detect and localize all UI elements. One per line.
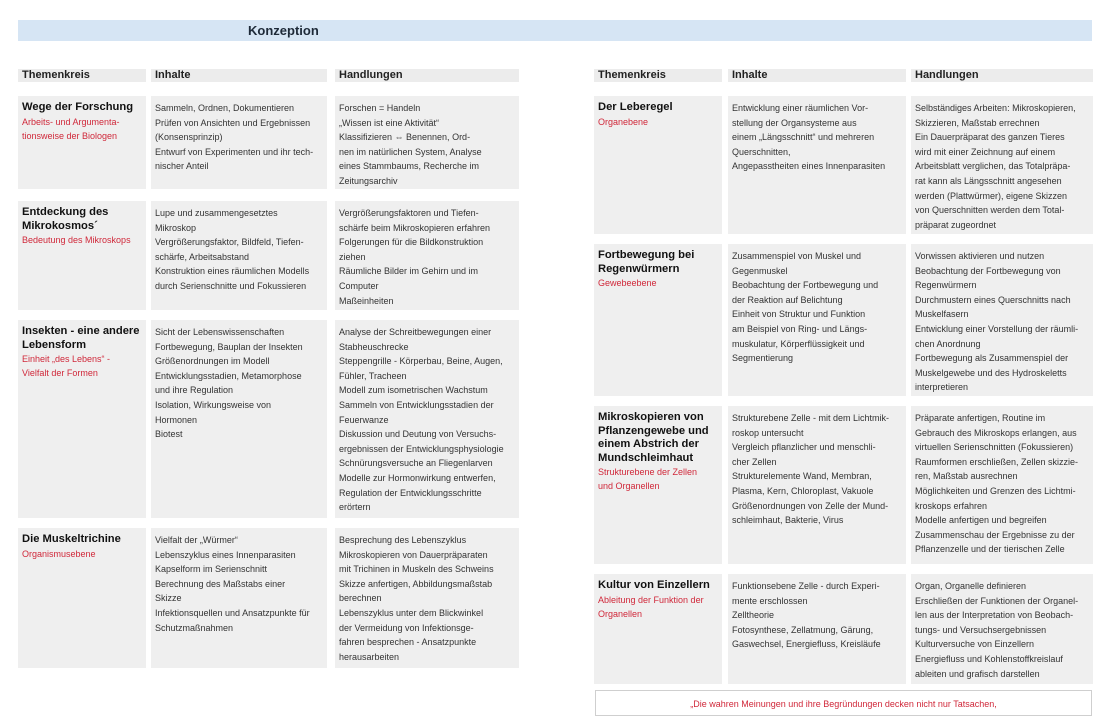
handlungen-line: von Querschnitten werden dem Total-: [915, 205, 1065, 216]
inhalte-line: schärfe, Arbeitsabstand: [155, 251, 250, 262]
inhalte-line: Hormonen: [155, 414, 198, 425]
inhalte-line: Kapselform im Serienschnitt: [155, 564, 268, 575]
right-theme-cell: [594, 574, 722, 684]
inhalte-line: durch Serienschnitte und Fokussieren: [155, 280, 307, 291]
theme-subtitle: und Organellen: [598, 481, 660, 491]
handlungen-line: nen im natürlichen System, Analyse: [339, 146, 482, 157]
inhalte-line: Mikroskop: [155, 222, 197, 233]
handlungen-line: Klassifizieren ⇔ Benennen, Ord-: [339, 132, 471, 143]
handlungen-line: Beobachtung der Fortbewegung von: [915, 265, 1061, 276]
handlungen-line: Stabheuschrecke: [339, 341, 409, 352]
theme-subtitle: Organebene: [598, 116, 649, 127]
handlungen-line: Vorwissen aktivieren und nutzen: [915, 251, 1045, 261]
handlungen-line: Möglichkeiten und Grenzen des Lichtmi-: [915, 485, 1076, 496]
right-theme-cell: [594, 244, 722, 396]
handlungen-line: Zeitungsarchiv: [339, 175, 398, 186]
inhalte-line: Prüfen von Ansichten und Ergebnissen: [155, 117, 311, 128]
handlungen-line: Entwicklung einer Vorstellung der räumli-: [915, 323, 1079, 334]
handlungen-line: Muskelfasern: [915, 309, 969, 320]
theme-subtitle: Vielfalt der Formen: [22, 368, 98, 378]
left-header-themenkreis: Themenkreis: [18, 69, 146, 82]
left-theme-cell: [18, 201, 146, 310]
handlungen-line: Regenwürmern: [915, 280, 977, 291]
handlungen-line: virtuellen Serienschnitten (Fokussieren): [915, 442, 1074, 453]
handlungen-line: eines Stammbaums, Recherche im: [339, 161, 480, 172]
theme-title: Die Muskeltrichine: [22, 533, 121, 545]
inhalte-line: Infektionsquellen und Ansatzpunkte für: [155, 607, 310, 618]
inhalte-line: am Beispiel von Ring- und Längs-: [732, 323, 868, 334]
inhalte-line: schleimhaut, Bakterie, Virus: [732, 515, 844, 526]
theme-title: Der Leberegel: [598, 101, 673, 113]
inhalte-line: nischer Anteil: [155, 161, 209, 172]
handlungen-line: Maßeinheiten: [339, 295, 394, 306]
inhalte-line: mente erschlossen: [732, 595, 808, 606]
theme-subtitle: Ableitung der Funktion der: [598, 594, 704, 605]
handlungen-line: Selbständiges Arbeiten: Mikroskopieren,: [915, 103, 1076, 113]
handlungen-line: Pflanzenzelle und der tierischen Zelle: [915, 544, 1065, 555]
handlungen-line: Modell zum isometrischen Wachstum: [339, 385, 488, 396]
inhalte-line: Schutzmaßnahmen: [155, 622, 234, 633]
quote-text: „Die wahren Meinungen und ihre Begründungen decken nicht nur Tatsachen,: [690, 699, 997, 709]
quote-box: [595, 690, 1092, 716]
handlungen-line: Skizze anfertigen, Abbildungsmaßstab: [339, 578, 493, 589]
theme-title: Insekten - eine andere Lebensform: [22, 325, 140, 351]
handlungen-line: Raumformen erschließen, Zellen skizzie-: [915, 456, 1079, 467]
right-inhalte-cell: [728, 96, 906, 234]
right-handlungen-cell: [911, 406, 1093, 564]
inhalte-line: Fotosynthese, Zellatmung, Gärung,: [732, 624, 874, 635]
theme-subtitle: Strukturebene der Zellen: [598, 467, 698, 477]
inhalte-line: Vielfalt der „Würmer“: [155, 535, 238, 545]
inhalte-line: stellung der Organsysteme aus: [732, 117, 857, 128]
theme-title: Fortbewegung bei Regenwürmern: [598, 249, 695, 275]
inhalte-line: Plasma, Kern, Chloroplast, Vakuole: [732, 485, 874, 496]
left-header-inhalte: Inhalte: [151, 69, 327, 82]
handlungen-line: Folgerungen für die Bildkonstruktion: [339, 237, 484, 248]
inhalte-line: Entwicklung einer räumlichen Vor-: [732, 103, 869, 113]
inhalte-line: Biotest: [155, 429, 183, 440]
handlungen-line: Steppengrille - Körperbau, Beine, Augen,: [339, 356, 503, 367]
handlungen-line: tungs- und Versuchsergebnissen: [915, 624, 1047, 635]
inhalte-line: Lupe und zusammengesetztes: [155, 208, 278, 218]
inhalte-line: Lebenszyklus eines Innenparasiten: [155, 549, 296, 560]
right-inhalte-cell: [728, 406, 906, 564]
left-handlungen-cell: [335, 528, 519, 668]
handlungen-line: Energiefluss und Kohlenstoffkreislauf: [915, 653, 1063, 664]
handlungen-line: Präparate anfertigen, Routine im: [915, 413, 1046, 423]
handlungen-line: berechnen: [339, 593, 382, 604]
inhalte-line: der Reaktion auf Belichtung: [732, 294, 843, 305]
inhalte-line: Zusammenspiel von Muskel und: [732, 251, 862, 261]
handlungen-line: ren, Maßstab ausrechnen: [915, 471, 1018, 482]
theme-subtitle: Organellen: [598, 608, 643, 619]
handlungen-line: ergebnissen der Entwicklungsphysiologie: [339, 443, 504, 454]
left-handlungen-cell: [335, 320, 519, 518]
handlungen-line: Analyse der Schreitbewegungen einer: [339, 327, 492, 337]
handlungen-line: Skizzieren, Maßstab errechnen: [915, 117, 1040, 128]
theme-title: Kultur von Einzellern: [598, 579, 710, 591]
handlungen-line: Muskelgewebe und des Hydroskeletts: [915, 367, 1067, 378]
right-handlungen-cell: [911, 96, 1093, 234]
inhalte-line: Konstruktion eines räumlichen Modells: [155, 266, 310, 277]
theme-subtitle: Arbeits- und Argumenta-: [22, 116, 120, 127]
section-banner: [18, 20, 1092, 41]
handlungen-line: Lebenszyklus unter dem Blickwinkel: [339, 607, 484, 618]
theme-title: Mikroskopieren von Pflanzengewebe und einem Abstrich der Mundschleimhaut: [598, 411, 709, 464]
inhalte-line: und ihre Regulation: [155, 385, 234, 396]
inhalte-line: Zelltheorie: [732, 610, 775, 621]
handlungen-line: Modelle anfertigen und begreifen: [915, 515, 1047, 526]
handlungen-line: Fortbewegung als Zusammenspiel der: [915, 353, 1069, 364]
left-inhalte-cell: [151, 320, 327, 518]
handlungen-line: Durchmustern eines Querschnitts nach: [915, 294, 1071, 305]
handlungen-line: Modelle zur Hormonwirkung entwerfen,: [339, 472, 496, 483]
handlungen-line: chen Anordnung: [915, 338, 981, 349]
left-inhalte-cell: [151, 96, 327, 189]
left-handlungen-cell: [335, 201, 519, 310]
theme-subtitle: Einheit „des Lebens“ -: [22, 354, 111, 364]
right-theme-cell: [594, 96, 722, 234]
handlungen-line: Vergrößerungsfaktoren und Tiefen-: [339, 208, 479, 218]
inhalte-line: Größenordnungen von Zelle der Mund-: [732, 500, 889, 511]
theme-subtitle: Bedeutung des Mikroskops: [22, 235, 131, 245]
handlungen-line: mit Trichinen in Muskeln des Schweins: [339, 564, 494, 575]
inhalte-line: Querschnitten,: [732, 146, 791, 157]
inhalte-line: einem „Längsschnitt“ und mehreren: [732, 132, 875, 143]
handlungen-line: „Wissen ist eine Aktivität“: [339, 117, 440, 128]
right-header-handlungen: Handlungen: [911, 69, 1093, 82]
handlungen-line: len aus der Interpretation von Beobach-: [915, 610, 1074, 621]
theme-subtitle: Gewebeebene: [598, 278, 657, 288]
handlungen-line: ziehen: [339, 251, 366, 262]
handlungen-line: herausarbeiten: [339, 651, 400, 662]
inhalte-line: Funktionsebene Zelle - durch Experi-: [732, 581, 880, 591]
theme-title: Wege der Forschung: [22, 101, 134, 113]
handlungen-line: Mikroskopieren von Dauerpräparaten: [339, 549, 488, 560]
handlungen-line: Regulation der Entwicklungsschritte: [339, 487, 482, 498]
right-handlungen-cell: [911, 244, 1093, 396]
right-header-themenkreis: Themenkreis: [594, 69, 722, 82]
right-inhalte-cell: [728, 574, 906, 684]
inhalte-line: Entwurf von Experimenten und ihr tech-: [155, 146, 314, 157]
left-theme-cell: [18, 96, 146, 189]
inhalte-line: Sammeln, Ordnen, Dokumentieren: [155, 103, 295, 113]
handlungen-line: Feuerwanze: [339, 414, 389, 425]
handlungen-line: kroskops erfahren: [915, 500, 988, 511]
handlungen-line: interpretieren: [915, 382, 969, 393]
handlungen-line: Gebrauch des Mikroskops erlangen, aus: [915, 427, 1077, 438]
handlungen-line: Forschen = Handeln: [339, 103, 421, 113]
right-inhalte-cell: [728, 244, 906, 396]
handlungen-line: Besprechung des Lebenszyklus: [339, 535, 467, 545]
inhalte-line: Gegenmuskel: [732, 265, 788, 276]
handlungen-line: präparat zugeordnet: [915, 219, 997, 230]
right-handlungen-cell: [911, 574, 1093, 684]
handlungen-line: Erschließen der Funktionen der Organel-: [915, 595, 1079, 606]
theme-subtitle: tionsweise der Biologen: [22, 130, 118, 141]
right-header-inhalte: Inhalte: [728, 69, 906, 82]
handlungen-line: Räumliche Bilder im Gehirn und im: [339, 266, 479, 277]
inhalte-line: Größenordnungen im Modell: [155, 356, 270, 367]
inhalte-line: Vergleich pflanzlicher und menschli-: [732, 442, 876, 453]
handlungen-line: schärfe beim Mikroskopieren erfahren: [339, 222, 491, 233]
handlungen-line: Diskussion und Deutung von Versuchs-: [339, 429, 497, 440]
left-inhalte-cell: [151, 528, 327, 668]
handlungen-line: der Vermeidung von Infektionsge-: [339, 622, 474, 633]
handlungen-line: ableiten und grafisch darstellen: [915, 668, 1040, 679]
inhalte-line: (Konsensprinzip): [155, 132, 223, 143]
inhalte-line: Isolation, Wirkungsweise von: [155, 399, 272, 410]
inhalte-line: Einheit von Struktur und Funktion: [732, 309, 866, 320]
inhalte-line: Fortbewegung, Bauplan der Insekten: [155, 341, 303, 352]
handlungen-line: Organ, Organelle definieren: [915, 581, 1027, 591]
handlungen-line: Zusammenschau der Ergebnisse zu der: [915, 529, 1075, 540]
inhalte-line: Strukturelemente Wand, Membran,: [732, 471, 872, 482]
handlungen-line: Ein Dauerpräparat des ganzen Tieres: [915, 132, 1065, 143]
handlungen-line: fahren besprechen - Ansatzpunkte: [339, 637, 477, 648]
inhalte-line: Skizze: [155, 593, 182, 604]
inhalte-line: Beobachtung der Fortbewegung und: [732, 280, 879, 291]
handlungen-line: wird mit einer Zeichnung auf einem: [915, 146, 1056, 157]
handlungen-line: Arbeitsblatt verglichen, das Totalpräpa-: [915, 161, 1071, 172]
theme-subtitle: Organismusebene: [22, 548, 96, 559]
left-theme-cell: [18, 528, 146, 668]
inhalte-line: cher Zellen: [732, 456, 777, 467]
handlungen-line: Computer: [339, 280, 379, 291]
handlungen-line: Kulturversuche von Einzellern: [915, 639, 1035, 650]
inhalte-line: roskop untersucht: [732, 427, 804, 438]
inhalte-line: muskulatur, Körperflüssigkeit und: [732, 338, 865, 349]
handlungen-line: Fühler, Tracheen: [339, 370, 407, 381]
left-handlungen-cell: [335, 96, 519, 189]
theme-title: Entdeckung des Mikrokosmos´: [22, 206, 109, 232]
inhalte-line: Sicht der Lebenswissenschaften: [155, 327, 285, 337]
inhalte-line: Vergrößerungsfaktor, Bildfeld, Tiefen-: [155, 237, 304, 248]
page-title: Konzeption: [248, 23, 319, 38]
inhalte-line: Entwicklungsstadien, Metamorphose: [155, 370, 302, 381]
inhalte-line: Berechnung des Maßstabs einer: [155, 578, 286, 589]
handlungen-line: werden (Plattwürmer), eigene Skizzen: [915, 190, 1068, 201]
left-inhalte-cell: [151, 201, 327, 310]
left-header-handlungen: Handlungen: [335, 69, 519, 82]
inhalte-line: Strukturebene Zelle - mit dem Lichtmik-: [732, 413, 890, 423]
left-theme-cell: [18, 320, 146, 518]
handlungen-line: Schnürungsversuche an Fliegenlarven: [339, 458, 493, 469]
inhalte-line: Gaswechsel, Energiefluss, Kreisläufe: [732, 639, 881, 650]
right-theme-cell: [594, 406, 722, 564]
inhalte-line: Angepasstheiten eines Innenparasiten: [732, 161, 886, 172]
handlungen-line: Sammeln von Entwicklungsstadien der: [339, 399, 494, 410]
inhalte-line: Segmentierung: [732, 353, 794, 364]
handlungen-line: rat kann als Längsschnitt angesehen: [915, 175, 1062, 186]
handlungen-line: erörtern: [339, 502, 371, 513]
